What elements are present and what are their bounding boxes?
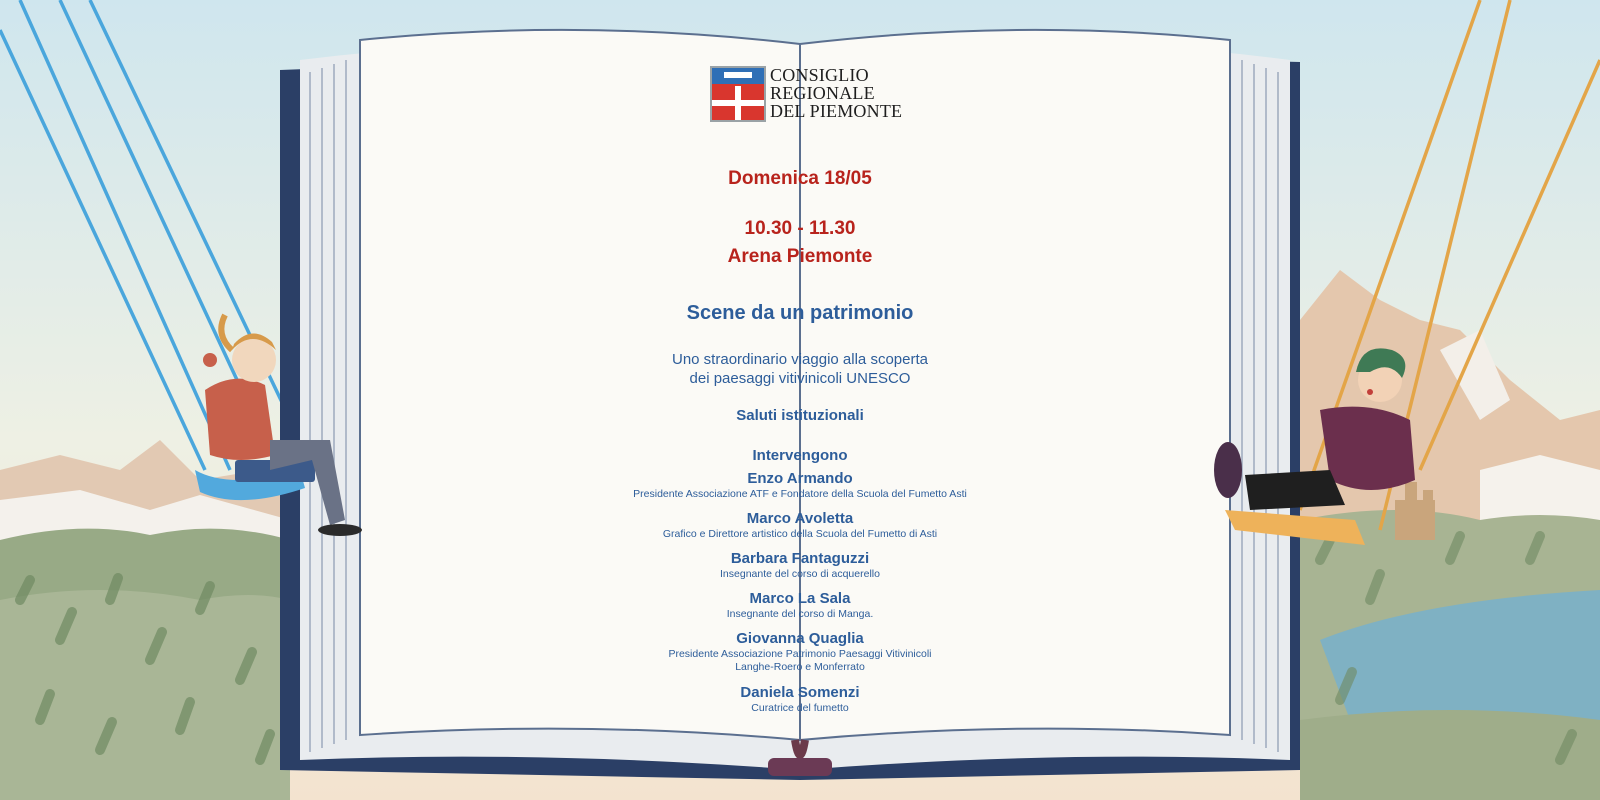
- greetings-label: Saluti istituzionali: [736, 407, 864, 424]
- speaker-role: Presidente Associazione Patrimonio Paesaggi Vitivinicoli: [668, 648, 932, 660]
- speaker-item: [560, 590, 1040, 621]
- speaker-role-line2: Langhe-Roero e Monferrato: [735, 661, 865, 673]
- speaker-role: Grafico e Direttore artistico della Scuola del Fumetto di Asti: [662, 528, 938, 540]
- speakers-heading: Intervengono: [752, 447, 848, 464]
- speaker-item: [560, 630, 1040, 674]
- speaker-name: Marco Avoletta: [746, 510, 854, 527]
- speaker-name: Barbara Fantaguzzi: [730, 550, 870, 567]
- event-subtitle-line1: Uno straordinario viaggio alla scoperta: [672, 351, 928, 368]
- event-date: Domenica 18/05: [728, 168, 872, 189]
- event-subtitle: [560, 350, 1040, 388]
- speaker-item: [560, 550, 1040, 581]
- book-page-content: [560, 60, 1040, 730]
- speaker-item: [560, 510, 1040, 541]
- consiglio-regionale-logo: [710, 66, 910, 126]
- speaker-item: [560, 684, 1040, 715]
- org-name-line3: DEL PIEMONTE: [770, 101, 903, 121]
- speaker-item: [560, 470, 1040, 501]
- event-time: 10.30 - 11.30: [744, 218, 856, 239]
- speaker-role: Curatrice del fumetto: [751, 702, 849, 714]
- speaker-role: Insegnante del corso di acquerello: [720, 568, 880, 580]
- speaker-name: Marco La Sala: [749, 590, 851, 607]
- piemonte-coat-of-arms-icon: [710, 66, 766, 122]
- org-name-line1: CONSIGLIO: [770, 65, 869, 85]
- event-title: Scene da un patrimonio: [686, 302, 914, 324]
- org-name-line2: REGIONALE: [770, 83, 875, 103]
- speaker-name: Enzo Armando: [747, 470, 853, 487]
- event-subtitle-line2: dei paesaggi vitivinicoli UNESCO: [689, 370, 911, 387]
- event-venue: Arena Piemonte: [727, 246, 873, 267]
- org-name: [770, 66, 902, 120]
- speaker-role: Insegnante del corso di Manga.: [726, 608, 874, 620]
- speaker-role: Presidente Associazione ATF e Fondatore della Scuola del Fumetto Asti: [633, 488, 967, 500]
- speaker-name: Giovanna Quaglia: [736, 630, 864, 647]
- speaker-name: Daniela Somenzi: [740, 684, 860, 701]
